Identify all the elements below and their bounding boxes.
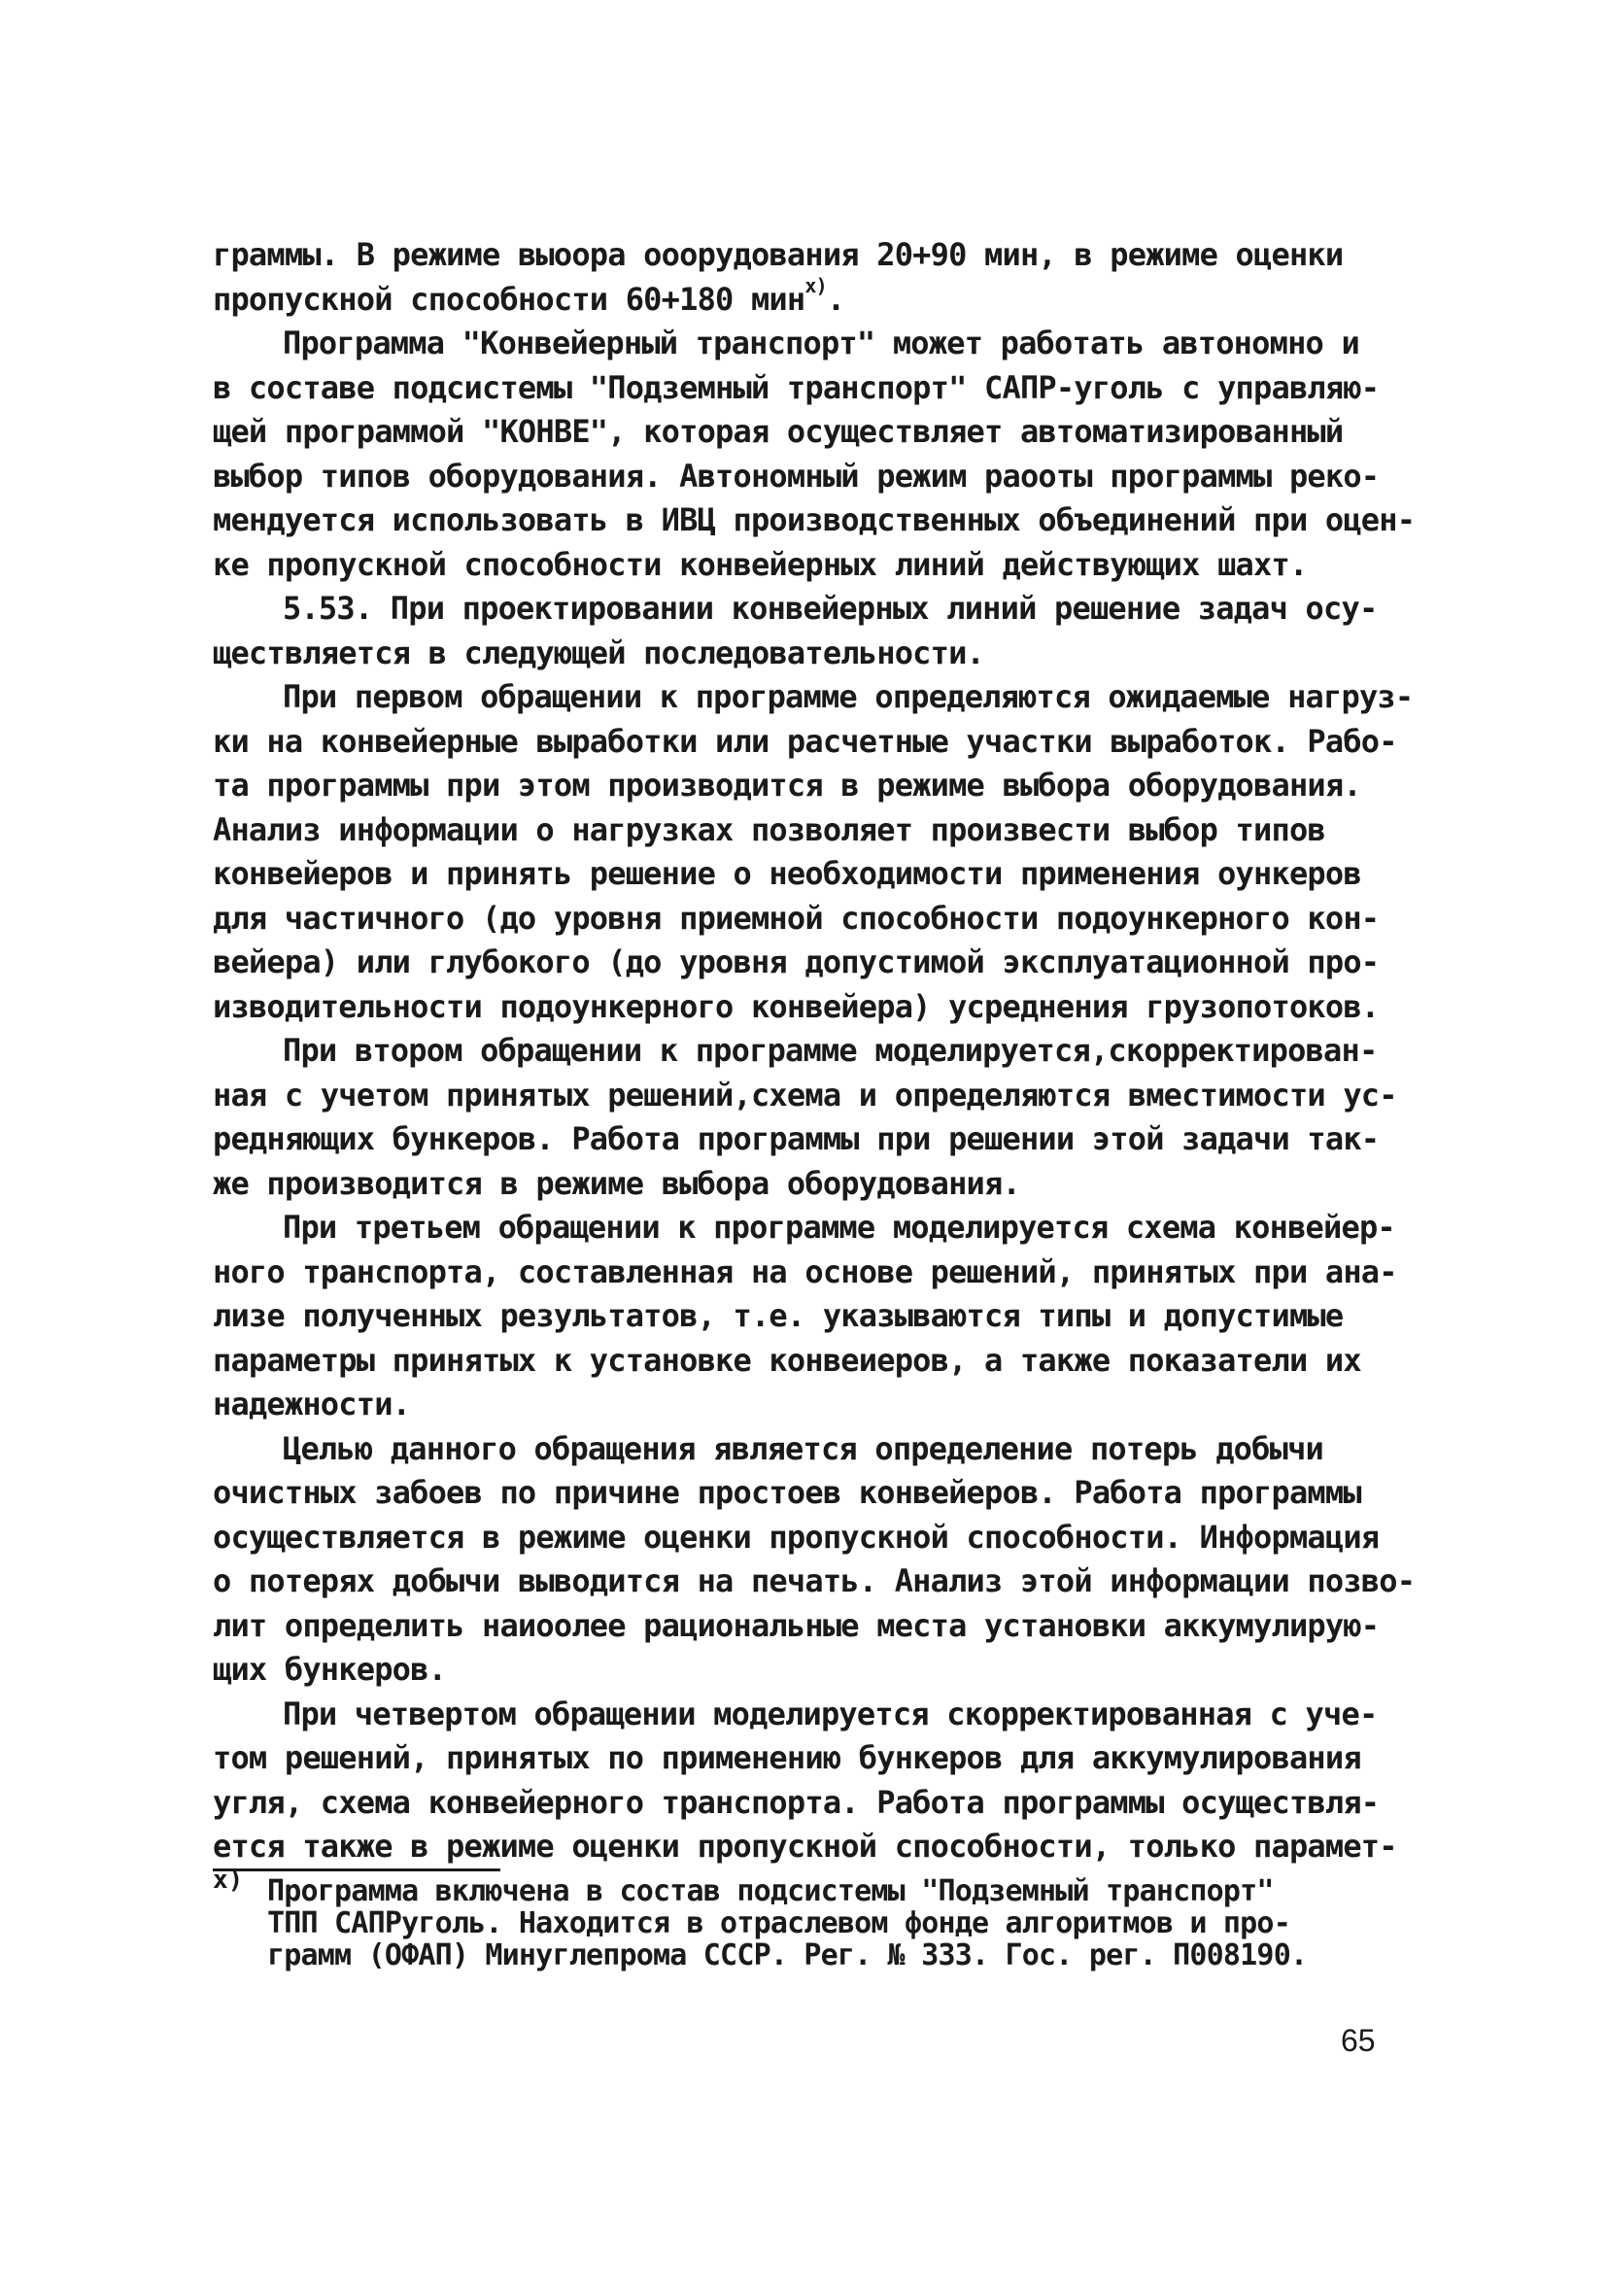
text-line: Программа "Конвейерный транспорт" может работать автономно и — [283, 325, 1359, 361]
text-line: изводительности подоункерного конвейера) усреднения грузопотоков. — [213, 987, 1380, 1025]
body-text — [213, 233, 1437, 1869]
text-line: параметры принятых к установке конвеиеров, а также показатели их — [213, 1341, 1361, 1379]
text-line: щей программой "КОНВЕ", которая осуществляет автоматизированный — [213, 413, 1344, 450]
text-line: осуществляется в режиме оценки пропускной способности. Информация — [213, 1518, 1380, 1556]
text-line: ки на конвейерные выработки или расчетные участки выработок. Рабо- — [213, 722, 1397, 760]
text-line — [213, 273, 1437, 323]
text-line: же производится в режиме выбора оборудования. — [213, 1164, 1020, 1202]
footnote-reference: х) — [804, 273, 827, 297]
text-line: лизе полученных результатов, т.е. указываются типы и допустимые — [213, 1297, 1344, 1334]
text-line: При третьем обращении к программе моделируется схема конвейер- — [283, 1209, 1395, 1246]
footnote-line: грамм (ОФАП) Минуглепрома СССР. Рег. № 333. Гос. рег. П008190. — [267, 1938, 1308, 1972]
text-line: о потерях добычи выводится на печать. Анализ этой информации позво- — [213, 1562, 1416, 1599]
text-line: вейера) или глубокого (до уровня допустимой эксплуатационной про- — [213, 943, 1380, 980]
text-line: щих бункеров. — [213, 1651, 447, 1688]
text-line: для частичного (до уровня приемной способности подоункерного кон- — [213, 899, 1380, 937]
text-line: конвейеров и принять решение о необходимости применения оункеров — [213, 855, 1361, 892]
text-line: выбор типов оборудования. Автономный режим раооты программы реко- — [213, 457, 1380, 495]
text-line: ная с учетом принятых решений,схема и определяются вместимости ус- — [213, 1076, 1397, 1114]
text-line-content: пропускной способности 60+180 мин — [213, 280, 805, 318]
text-line: ществляется в следующей последовательности. — [213, 634, 985, 671]
text-line: При четвертом обращении моделируется скорректированная с уче- — [283, 1695, 1378, 1732]
text-line: При втором обращении к программе моделируется,скорректирован- — [283, 1032, 1378, 1069]
footnote-divider — [213, 1868, 500, 1871]
text-line: граммы. В режиме выоора ооорудования 20+90 мин, в режиме оценки — [213, 236, 1344, 273]
text-line: ного транспорта, составленная на основе решений, принятых при ана- — [213, 1252, 1397, 1290]
text-line: угля, схема конвейерного транспорта. Работа программы осуществля- — [213, 1783, 1380, 1821]
page-number: 65 — [1341, 2023, 1376, 2058]
footnote-line: ТПП САПРуголь. Находится в отраслевом фонде алгоритмов и про- — [267, 1906, 1290, 1940]
text-line: При первом обращении к программе определяются ожидаемые нагруз- — [283, 678, 1414, 715]
text-line: надежности. — [213, 1386, 411, 1422]
text-line: лит определить наиоолее рациональные места установки аккумулирую- — [213, 1606, 1380, 1644]
footnote-marker: х) — [213, 1866, 244, 1895]
section-heading-line: 5.53. При проектировании конвейерных линий решение задач осу- — [283, 590, 1378, 627]
text-line: Анализ информации о нагрузках позволяет произвести выбор типов — [213, 810, 1325, 848]
text-line: ется также в режиме оценки пропускной способности, только парамет- — [213, 1828, 1397, 1865]
text-line: том решений, принятых по применению бункеров для аккумулирования — [213, 1739, 1361, 1776]
text-line-end: . — [826, 280, 845, 318]
text-line: очистных забоев по причине простоев конвейеров. Работа программы — [213, 1474, 1361, 1511]
text-line: та программы при этом производится в режиме выбора оборудования. — [213, 767, 1361, 804]
footnote-line: Программа включена в состав подсистемы "Подземный транспорт" — [267, 1874, 1274, 1908]
footnote — [267, 1875, 1453, 1971]
text-line: мендуется использовать в ИВЦ производственных объединений при оцен- — [213, 501, 1416, 538]
text-line: редняющих бункеров. Работа программы при решении этой задачи так- — [213, 1120, 1380, 1157]
text-line: ке пропускной способности конвейерных линий действующих шахт. — [213, 545, 1308, 583]
text-line: в составе подсистемы "Подземный транспорт" САПР-уголь с управляю- — [213, 368, 1380, 406]
text-line: Целью данного обращения является определение потерь добычи — [283, 1429, 1324, 1467]
